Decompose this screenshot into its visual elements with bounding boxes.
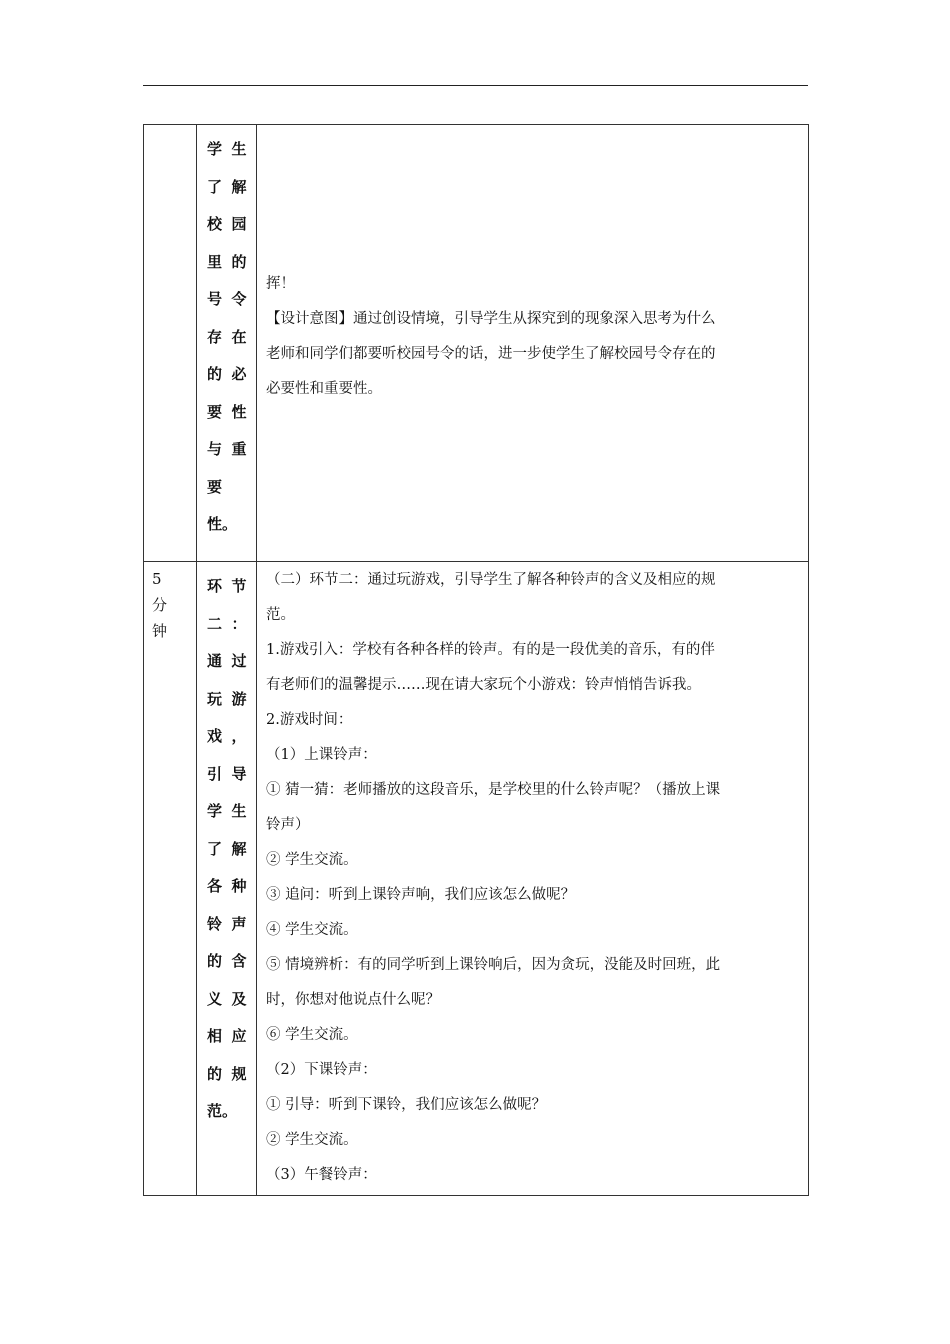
table-row (144, 125, 809, 562)
objective-line (197, 868, 256, 906)
objective-line (197, 356, 256, 394)
objective-char: 玩 (207, 689, 223, 708)
objective-char: 要 (207, 477, 223, 496)
content-line: ⑤ 情境辨析：有的同学听到上课铃响后，因为贪玩，没能及时回班，此 (266, 957, 721, 973)
content-line: （3）午餐铃声： (266, 1167, 377, 1183)
objective-char: 应 (231, 1027, 247, 1045)
objective-char: 性。 (207, 515, 238, 533)
content-line: 铃声） (266, 817, 310, 833)
header-rule (143, 85, 808, 86)
content-line: （2）下课铃声： (266, 1062, 377, 1078)
objective-char: 游 (231, 689, 247, 708)
objective-char: 园 (231, 215, 247, 233)
objective-line (197, 1018, 256, 1056)
objective-cell (197, 562, 257, 1196)
objective-char: 了 (207, 839, 223, 858)
objective-char: 了 (207, 177, 223, 196)
objective-char: 的 (207, 952, 223, 970)
content-line: 2.游戏时间： (266, 712, 353, 728)
objective-line (197, 831, 256, 869)
objective-line (197, 1056, 256, 1094)
content-line: ① 猜一猜：老师播放的这段音乐，是学校里的什么铃声呢？（播放上课 (266, 782, 721, 798)
objective-char: 义 (207, 989, 223, 1008)
content-line: 挥！ (266, 276, 295, 292)
time-text: 5 (152, 570, 162, 588)
objective-line (197, 681, 256, 719)
objective-char: 环 (207, 577, 223, 595)
content-line: 时，你想对他说点什么呢？ (266, 992, 440, 1008)
objective-line (197, 643, 256, 681)
objective-line (197, 906, 256, 944)
lesson-plan-table (143, 124, 809, 1196)
objective-line (197, 319, 256, 357)
objective-char: 种 (231, 877, 247, 895)
objective-line (197, 469, 256, 507)
objective-line (197, 169, 256, 207)
objective-line (197, 244, 256, 282)
objective-char: 含 (231, 952, 247, 970)
objective-char: 戏 (207, 727, 223, 745)
table-row (144, 562, 809, 1196)
objective-char: 范。 (207, 1102, 238, 1120)
objective-char: 引 (207, 764, 223, 783)
objective-line (197, 718, 256, 756)
objective-char: 令 (231, 290, 247, 308)
objective-char: ： (231, 614, 247, 633)
objective-char: 声 (231, 914, 247, 933)
time-text: 钟 (152, 622, 168, 640)
objective-char: 校 (207, 215, 223, 233)
content-line: ⑥ 学生交流。 (266, 1027, 358, 1043)
objective-char: 要 (207, 402, 223, 421)
objective-char: 重 (231, 440, 247, 458)
time-cell (144, 562, 197, 1196)
content-line: 有老师们的温馨提示……现在请大家玩个小游戏：铃声悄悄告诉我。 (266, 677, 701, 693)
objective-char: 学 (207, 140, 223, 158)
content-line: ① 引导：听到下课铃，我们应该怎么做呢？ (266, 1097, 547, 1113)
objective-line (197, 431, 256, 469)
content-line: ③ 追问：听到上课铃声响，我们应该怎么做呢？ (266, 887, 576, 903)
content-cell (257, 125, 809, 562)
objective-cell (197, 125, 257, 562)
objective-char: 性 (231, 402, 247, 421)
objective-char: 各 (207, 877, 223, 895)
content-line: ④ 学生交流。 (266, 922, 358, 938)
objective-line (197, 793, 256, 831)
objective-char: 通 (207, 652, 223, 670)
content-line: （二）环节二：通过玩游戏，引导学生了解各种铃声的含义及相应的规 (266, 572, 716, 588)
objective-char: 导 (231, 764, 247, 783)
objective-line (197, 131, 256, 169)
objective-char: 在 (231, 327, 247, 346)
objective-char: 二 (207, 614, 223, 633)
time-cell (144, 125, 197, 562)
objective-char: 相 (207, 1027, 223, 1045)
objective-char: 及 (231, 989, 247, 1008)
objective-char: 里 (207, 252, 223, 271)
objective-char: 学 (207, 802, 223, 820)
objective-line (197, 206, 256, 244)
objective-char: ， (231, 727, 247, 745)
objective-char: 存 (207, 327, 223, 346)
objective-line (197, 981, 256, 1019)
objective-char: 解 (231, 839, 247, 858)
content-line: 老师和同学们都要听校园号令的话，进一步使学生了解校园号令存在的 (266, 346, 716, 362)
content-line: ② 学生交流。 (266, 1132, 358, 1148)
content-cell (257, 562, 809, 1196)
objective-char: 生 (231, 140, 247, 158)
content-line: 【设计意图】通过创设情境，引导学生从探究到的现象深入思考为什么 (266, 311, 716, 327)
objective-char (233, 506, 256, 544)
objective-char: 节 (231, 577, 247, 595)
objective-char: 规 (231, 1064, 247, 1083)
objective-line (197, 606, 256, 644)
content-line: 范。 (266, 607, 295, 623)
objective-line (197, 394, 256, 432)
objective-char: 解 (231, 177, 247, 196)
objective-char: 必 (231, 365, 247, 383)
objective-char: 的 (231, 252, 247, 271)
objective-line (197, 281, 256, 319)
objective-char: 生 (231, 802, 247, 820)
objective-char: 铃 (207, 914, 223, 933)
objective-char (232, 469, 257, 507)
objective-char: 的 (207, 365, 223, 383)
objective-char (233, 1093, 256, 1131)
objective-line (197, 943, 256, 981)
objective-line (197, 568, 256, 606)
objective-char: 与 (207, 440, 223, 458)
objective-char: 过 (231, 652, 247, 670)
content-line: 1.游戏引入：学校有各种各样的铃声。有的是一段优美的音乐，有的伴 (266, 642, 715, 658)
objective-line (197, 506, 256, 544)
objective-line (197, 756, 256, 794)
objective-line (197, 1093, 256, 1131)
content-line: ② 学生交流。 (266, 852, 358, 868)
time-text: 分 (152, 596, 168, 614)
content-line: 必要性和重要性。 (266, 381, 382, 397)
content-line: （1）上课铃声： (266, 747, 377, 763)
objective-char: 的 (207, 1064, 223, 1083)
objective-char: 号 (207, 290, 223, 308)
